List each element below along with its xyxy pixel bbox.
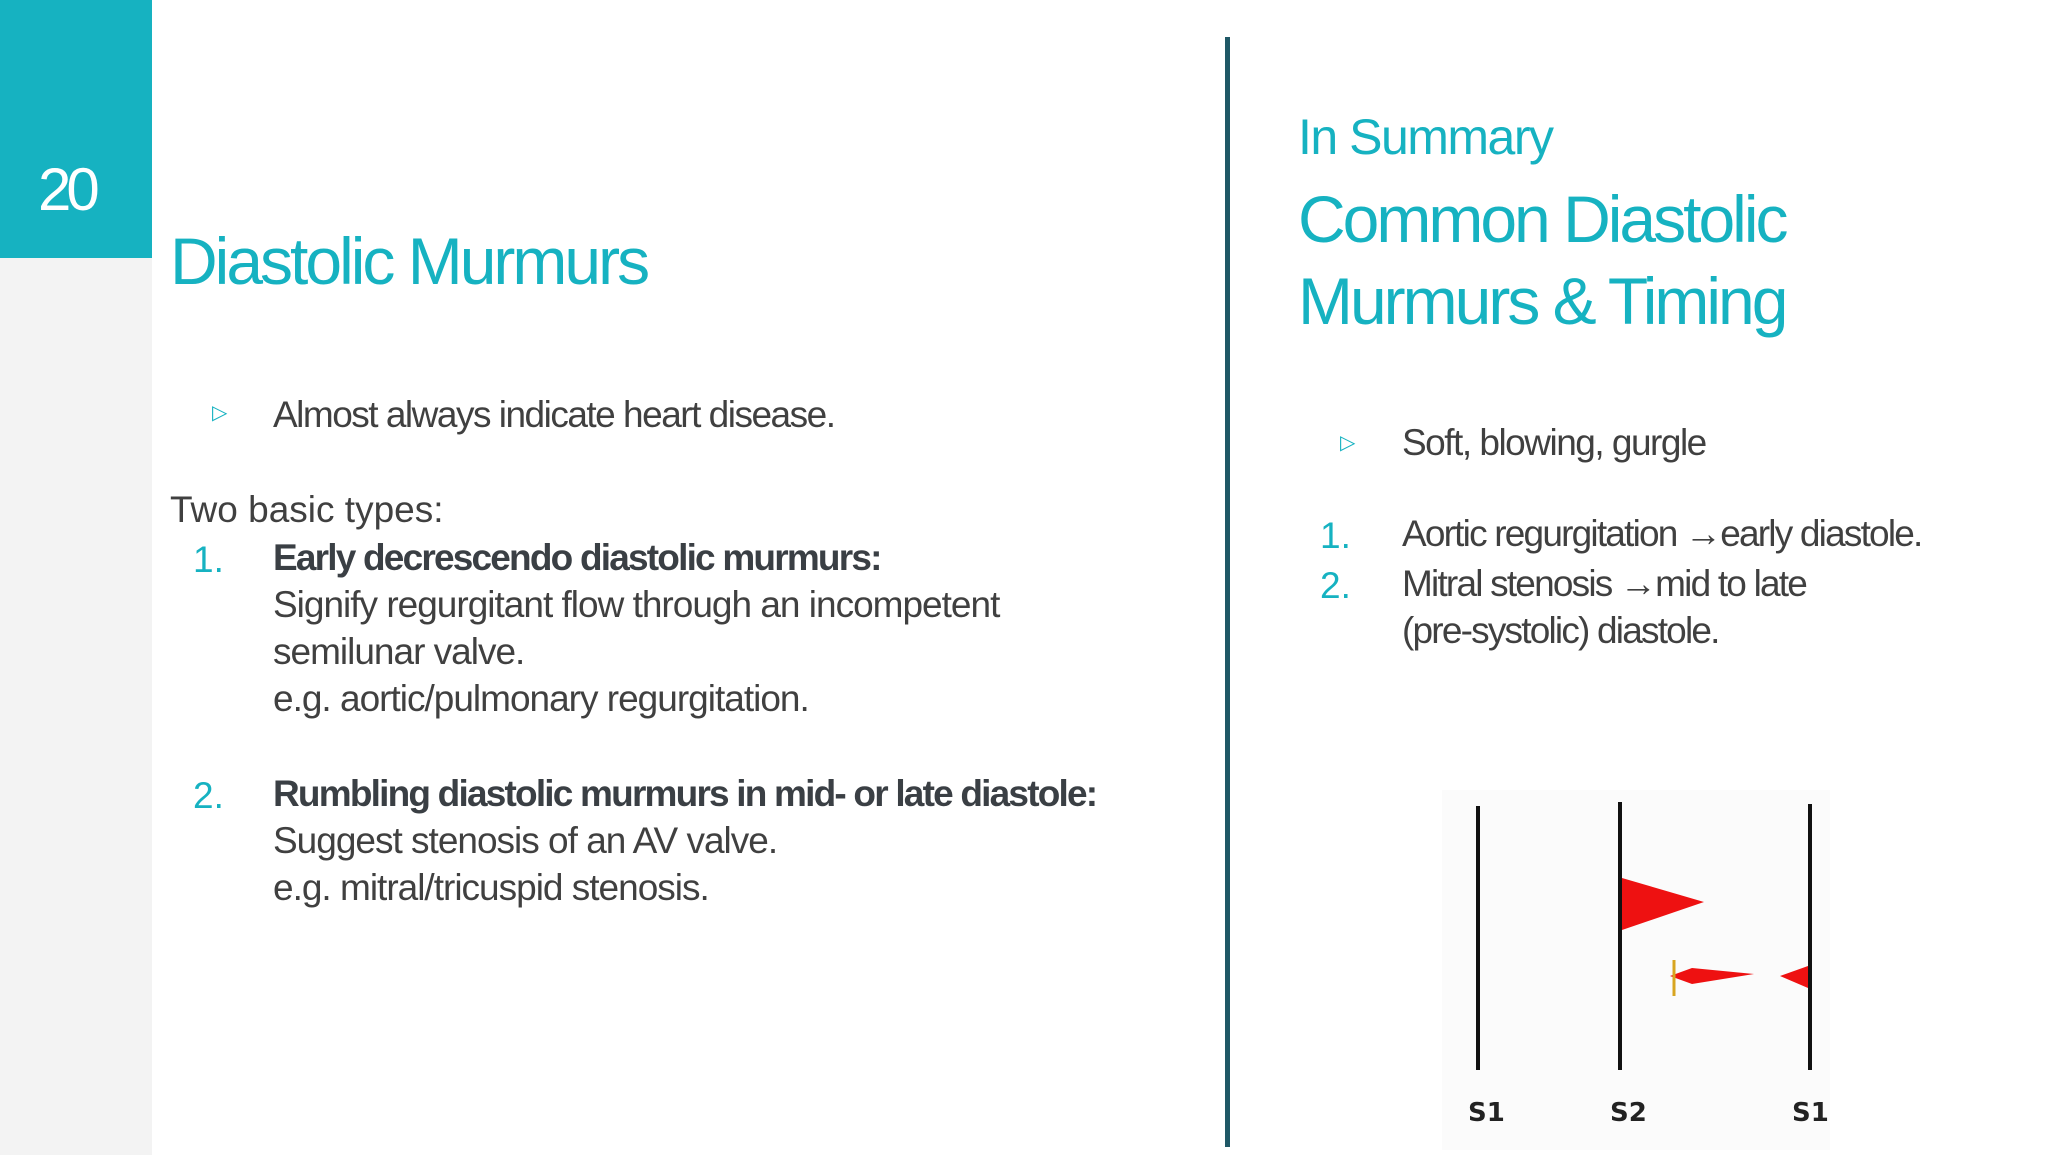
- item-heading: Early decrescendo diastolic murmurs:: [273, 537, 881, 578]
- aortic-regurgitation-item: [1402, 510, 1922, 557]
- early-murmur-item: [273, 534, 999, 722]
- item-line: e.g. mitral/tricuspid stenosis.: [273, 867, 709, 908]
- item-number: 2.: [193, 775, 224, 816]
- bullet-marker-icon: ▷: [1340, 432, 1356, 454]
- item-line: Signify regurgitant flow through an incompetent: [273, 584, 1000, 625]
- right-title-line: Common Diastolic: [1298, 182, 1786, 256]
- item-heading: Rumbling diastolic murmurs in mid- or late diastole:: [273, 773, 1097, 814]
- diagram-label: S1: [1792, 1098, 1829, 1128]
- item-line: (pre-systolic) diastole.: [1402, 610, 1719, 651]
- diagram-label: S2: [1610, 1098, 1647, 1128]
- item-line: Aortic regurgitation →early diastole.: [1402, 513, 1922, 554]
- item-line: e.g. aortic/pulmonary regurgitation.: [273, 678, 809, 719]
- column-divider: [1225, 37, 1230, 1147]
- item-line: Mitral stenosis →mid to late: [1402, 563, 1807, 604]
- item-number: 1.: [193, 539, 224, 580]
- murmur-timing-diagram: [1442, 790, 1830, 1150]
- item-number: 2.: [1320, 565, 1351, 606]
- rumbling-murmur-item: [273, 770, 1096, 911]
- slide-number: 20: [38, 156, 95, 223]
- item-line: semilunar valve.: [273, 631, 525, 672]
- diagram-label: S1: [1468, 1098, 1505, 1128]
- left-bullet-text: Almost always indicate heart disease.: [273, 394, 835, 435]
- right-bullet-text: Soft, blowing, gurgle: [1402, 422, 1706, 463]
- mitral-stenosis-item: [1402, 560, 1806, 654]
- item-number: 1.: [1320, 515, 1351, 556]
- item-line: Suggest stenosis of an AV valve.: [273, 820, 778, 861]
- diagram-background: [1442, 790, 1830, 1150]
- types-intro: Two basic types:: [170, 489, 444, 530]
- summary-label: In Summary: [1298, 109, 1553, 165]
- left-title: Diastolic Murmurs: [170, 224, 648, 298]
- right-title: [1298, 178, 1785, 342]
- bullet-marker-icon: ▷: [212, 402, 228, 424]
- right-title-line: Murmurs & Timing: [1298, 264, 1786, 338]
